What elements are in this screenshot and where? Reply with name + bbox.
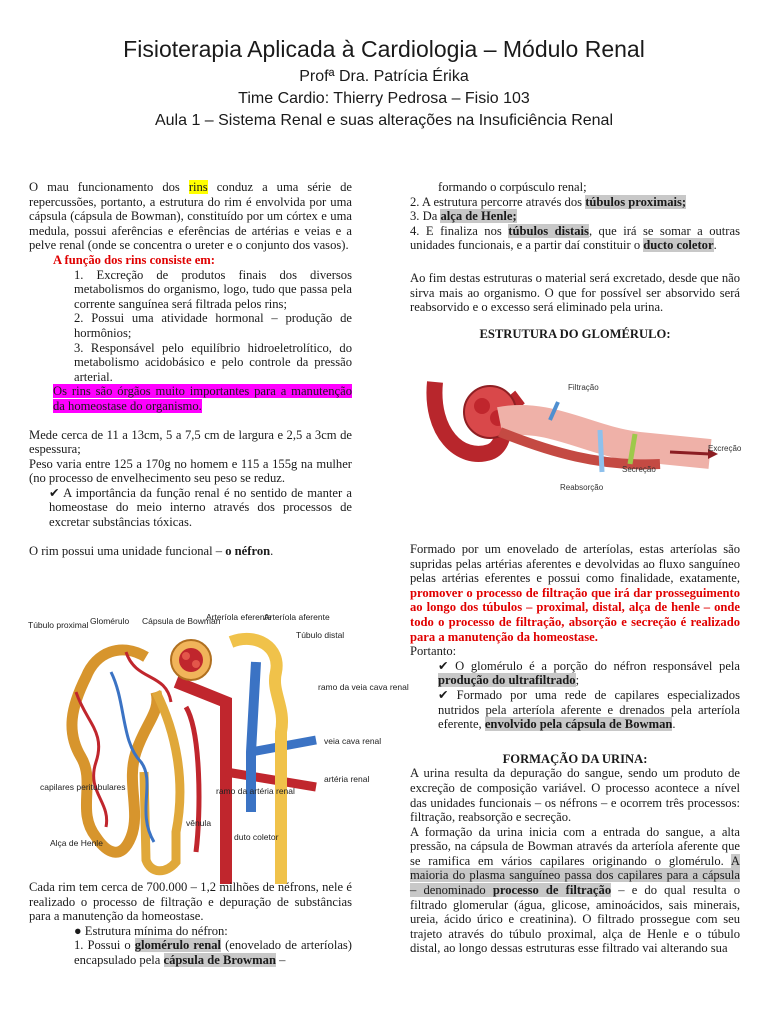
label-arteriola-eferente: Arteríola eferente xyxy=(206,612,272,622)
glomerulus-icon xyxy=(171,640,211,680)
label-excrecao: Excreção xyxy=(708,444,742,453)
label-ramo-veia: ramo da veia cava renal xyxy=(318,682,409,692)
item-4: 4. E finaliza nos túbulos distais, que irá se somar a outras unidades funcionais, e a partir daí constituir o ducto coletor. xyxy=(410,223,740,253)
function-item-2: 2. Possui uma atividade hormonal – produção de hormônios; xyxy=(74,311,352,340)
label-venula: vênula xyxy=(186,818,212,828)
professor-line: Profª Dra. Patrícia Érika xyxy=(299,68,469,85)
check-icon: ✔ xyxy=(49,485,64,500)
function-item-3: 3. Responsável pelo equilíbrio hidroeletrolítico, do metabolismo acidobásico e pelo controle da pressão arterial. xyxy=(74,340,352,384)
estrutura-item-1: 1. Possui o glomérulo renal (enovelado de arteríolas) encapsulado pela cápsula de Browman – xyxy=(74,938,353,967)
urina-title: FORMAÇÃO DA URINA: xyxy=(502,751,648,766)
left-column-bottom xyxy=(29,880,352,968)
urina-paragraph-2: A formação da urina inicia com a entrada do sangue, a alta pressão, na cápsula de Bowman através da arteríola aferente que se ramifica em vários capilares originando o glomérulo. A maioria do plasma sanguíneo passa dos capilares para a cápsula – denominado processo de filtração – e do qual resulta o filtrado glomerular (água, glicose, aminoácidos, sais minerais, ureia, ácido úrico e creatinina). O filtrado prossegue com seu trajeto através do túbulo proximal, alça de Henle e o túbulo distal, ao longo dessas estruturas esse filtrado vai alterando sua xyxy=(410,824,740,956)
function-item-1: 1. Excreção de produtos finais dos diversos metabolismos do organismo, logo, tudo que passa pela corrente sanguínea será filtrada pelos rins; xyxy=(74,267,352,311)
function-title: A função dos rins consiste em: xyxy=(53,252,215,267)
label-secrecao: Secreção xyxy=(622,465,656,474)
estrutura-bullet: ● Estrutura mínima do néfron: xyxy=(74,923,228,938)
label-arteria-renal: artéria renal xyxy=(324,774,370,784)
cada-rim-paragraph: Cada rim tem cerca de 700.000 – 1,2 milhões de néfrons, nele é realizado o processo de filtração e depuração de substâncias para a manutenção da homeostase. xyxy=(29,880,352,924)
measure-weight: Peso varia entre 125 a 170g no homem e 115 a 155g na mulher (no processo de envelhecimento seu peso se reduz. xyxy=(29,456,352,486)
measure-size: Mede cerca de 11 a 13cm, 5 a 7,5 cm de largura e 2,5 a 3cm de espessura; xyxy=(29,427,352,457)
nephron-figure xyxy=(26,612,409,884)
label-duto-coletor: duto coletor xyxy=(234,832,279,842)
glomerulus-figure xyxy=(430,372,750,494)
glomerulus-check-2: ✔ Formado por uma rede de capilares especializados nutridos pela arteríola aferente e drenados pela arteríola eferente, envolvido pela cápsula de Bowman. xyxy=(438,687,740,732)
document-header xyxy=(0,38,768,135)
label-arteriola-aferente: Arteríola aferente xyxy=(264,612,330,622)
item-2: 2. A estrutura percorre através dos túbulos proximais; xyxy=(410,194,687,209)
bullet-dot: ● xyxy=(74,923,85,938)
intro-paragraph: O mau funcionamento dos rins conduz a uma série de repercussões, portanto, a estrutura do rim é envolvida por uma cápsula (cápsula de Bowman), constituído por um córtex e uma medula, possui aferências e eferências de artérias e veias e a pelve renal (onde se concentra o ureter e o conjunto dos vasos). xyxy=(29,180,352,253)
portanto-label: Portanto: xyxy=(410,644,457,659)
label-tubulo-distal: Túbulo distal xyxy=(296,630,345,640)
right-column xyxy=(410,180,740,341)
check-icon: ✔ xyxy=(438,687,457,702)
checklist-item: ✔ A importância da função renal é no sentido de manter a homeostase do meio interno através dos processos de excretar substâncias tóxicas. xyxy=(49,485,352,530)
urina-paragraph-1: A urina resulta da depuração do sangue, sendo um produto de excreção de composição variável. O processo acontece a nível das unidades funcionais – os néfrons – e ocorrem três processos: filtração, reabsorção e secreção. xyxy=(410,766,740,825)
glomerulus-title: ESTRUTURA DO GLOMÉRULO: xyxy=(479,326,671,341)
fim-paragraph: Ao fim destas estruturas o material será excretado, desde que não sirva mais ao organismo. O que for possível ser absorvido será reabsorvido e o excesso será eliminado pela urina. xyxy=(410,270,740,315)
tubule-tube xyxy=(500,420,710,464)
page-title: Fisioterapia Aplicada à Cardiologia – Módulo Renal xyxy=(123,36,645,62)
label-veia-cava: veia cava renal xyxy=(324,736,382,746)
nephron-sentence: O rim possui uma unidade funcional – o néfron. xyxy=(29,543,274,558)
left-column xyxy=(29,180,352,558)
label-capsula: Cápsula de Bowman xyxy=(142,616,221,626)
check-icon: ✔ xyxy=(438,658,456,673)
glomerulus-check-1: ✔ O glomérulo é a porção do néfron responsável pela produção do ultrafiltrado; xyxy=(438,658,740,688)
highlight-rins: rins xyxy=(188,180,208,194)
lesson-line: Aula 1 – Sistema Renal e suas alterações na Insuficiência Renal xyxy=(154,112,614,129)
artery-vessels xyxy=(176,662,316,884)
label-tubulo-proximal: Túbulo proximal xyxy=(28,620,89,630)
item-1-continuation: formando o corpúsculo renal; xyxy=(438,180,587,194)
function-note: Os rins são órgãos muito importantes para a manutenção da homeostase do organismo. xyxy=(53,384,352,413)
label-filtracao: Filtração xyxy=(568,383,599,392)
label-glomerulo: Glomérulo xyxy=(90,616,130,626)
team-line: Time Cardio: Thierry Pedrosa – Fisio 103 xyxy=(238,90,530,107)
label-capilares: capilares peritubulares xyxy=(40,782,126,792)
label-alca: Alça de Henle xyxy=(50,838,103,848)
item-3: 3. Da alça de Henle; xyxy=(410,209,517,224)
label-ramo-arteria: ramo da artéria renal xyxy=(216,786,295,796)
formado-paragraph: Formado por um enovelado de arteríolas, estas arteríolas são supridas pelas artérias aferentes e devolvidas ao fluxo sanguíneo pelas artérias eferentes e possui como finalidade, exatamente, promover o processo de filtração que irá dar prosseguimento ao longo dos túbulos – proximal, distal, alça de henle – onde todo o processo de filtração, absorção e secreção é realizado para a manutenção da homeostase. xyxy=(410,542,740,644)
label-reabsorcao: Reabsorção xyxy=(560,483,604,492)
right-column-bottom xyxy=(410,542,740,956)
